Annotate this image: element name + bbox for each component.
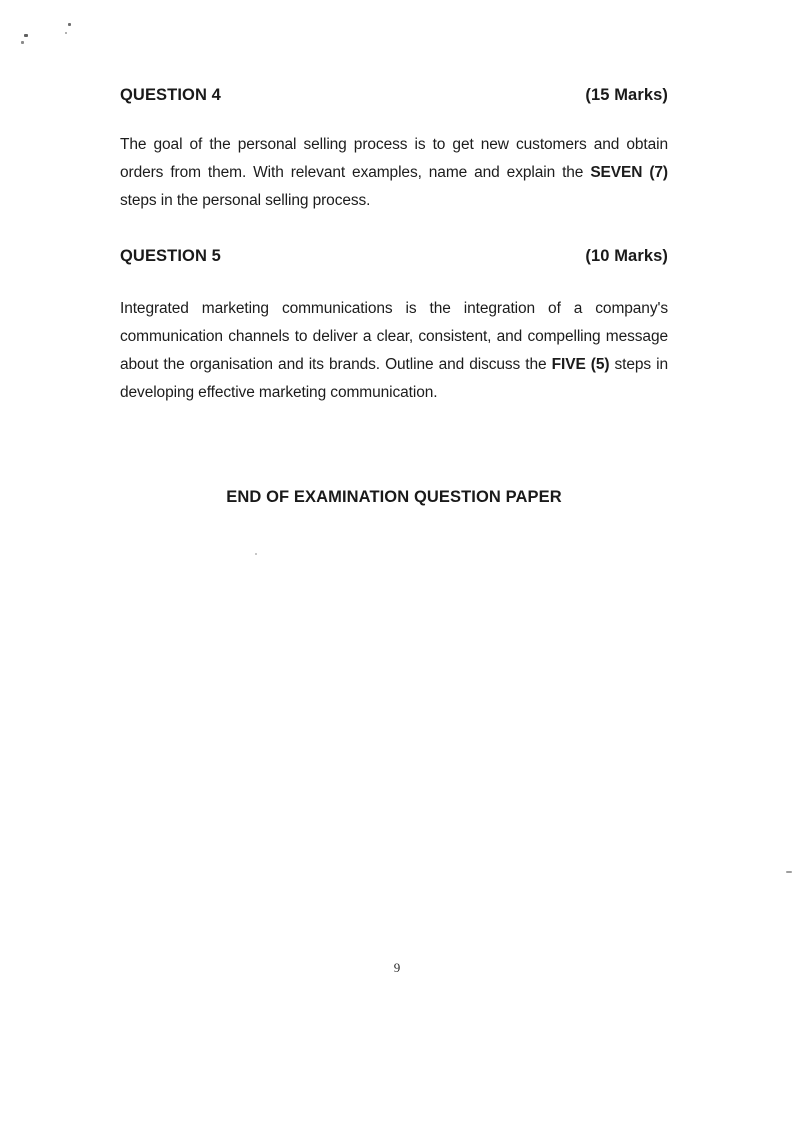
- scan-artifact-dot: [24, 34, 28, 37]
- question5-body: [120, 295, 668, 407]
- question5-marks: (10 Marks): [585, 247, 668, 265]
- question5-header: [120, 247, 668, 266]
- end-of-paper-note: END OF EXAMINATION QUESTION PAPER: [226, 488, 562, 506]
- scan-artifact-dash: [786, 871, 792, 873]
- scan-artifact-dot: [255, 553, 257, 555]
- question5-body-text: Integrated marketing communications is the integration of a company's communication channels to deliver a clear, consistent, and compelling message about the organisation and its brands. Outline and discuss the: [120, 300, 668, 373]
- question4-body-text: The goal of the personal selling process is to get new customers and obtain orders from them. With relevant examples, name and explain the: [120, 136, 668, 181]
- question4-body: [120, 131, 668, 215]
- question4-title: QUESTION 4: [120, 86, 221, 104]
- scan-artifact-dot: [65, 32, 67, 34]
- page-number: 9: [393, 960, 401, 975]
- scan-artifact-dot: [21, 41, 24, 44]
- question5-title: QUESTION 5: [120, 247, 221, 265]
- question5-body-text: steps in developing effective marketing communication.: [120, 356, 669, 401]
- question4-marks: (15 Marks): [585, 86, 668, 104]
- question5-body-bold: FIVE (5): [551, 356, 610, 373]
- question4-body-bold: SEVEN (7): [590, 164, 668, 181]
- question4-body-text: steps in the personal selling process.: [120, 192, 371, 209]
- question4-header: [120, 86, 668, 105]
- scan-artifact-dot: [68, 23, 71, 26]
